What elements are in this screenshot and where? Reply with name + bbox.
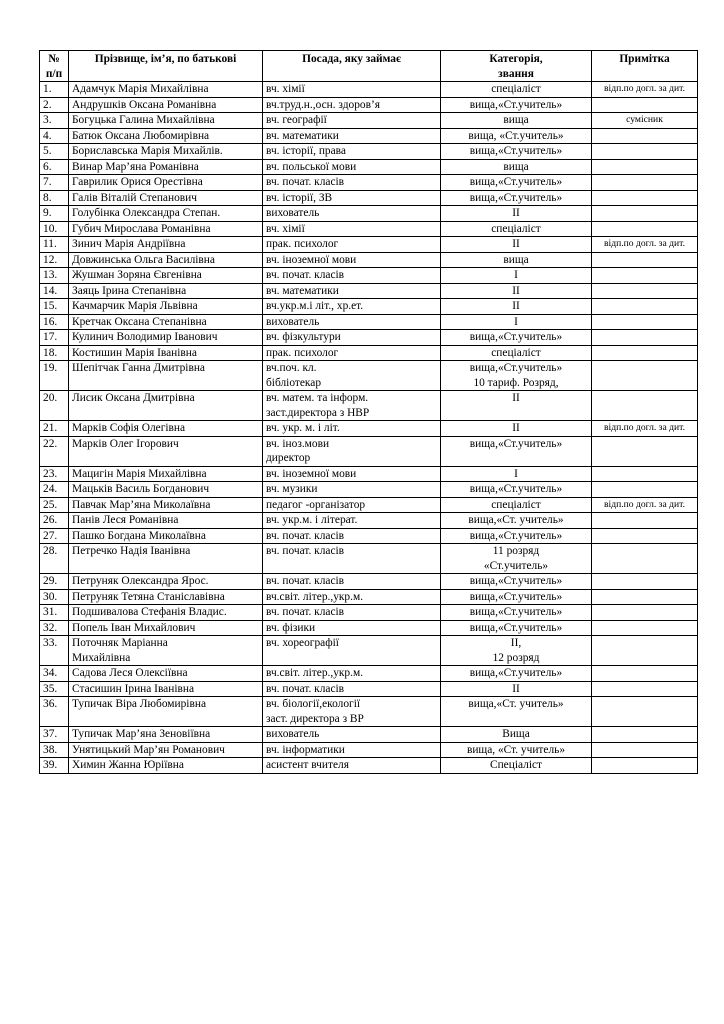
row-number: 10. <box>40 221 69 237</box>
table-row <box>40 742 698 758</box>
row-number: 11. <box>40 237 69 253</box>
table-row <box>40 237 698 253</box>
staff-position: вч. математики <box>263 283 441 299</box>
row-number: 17. <box>40 330 69 346</box>
row-number: 28. <box>40 544 69 574</box>
table-row <box>40 421 698 437</box>
row-number: 8. <box>40 190 69 206</box>
staff-note <box>592 268 698 284</box>
staff-category: вища,«Ст.учитель» <box>441 666 592 682</box>
row-number: 25. <box>40 497 69 513</box>
staff-category: вища,«Ст. учитель» <box>441 697 592 727</box>
staff-category: вища,«Ст.учитель» <box>441 605 592 621</box>
staff-note <box>592 727 698 743</box>
row-number: 26. <box>40 513 69 529</box>
staff-position: вч. інформатики <box>263 742 441 758</box>
row-number: 3. <box>40 113 69 129</box>
staff-category: спеціаліст <box>441 221 592 237</box>
staff-name: Попель Іван Михайлович <box>69 620 263 636</box>
staff-note <box>592 144 698 160</box>
staff-category: І <box>441 314 592 330</box>
row-number: 15. <box>40 299 69 315</box>
staff-note: відп.по догл. за дит. <box>592 497 698 513</box>
staff-position: вч. біології,екології заст. директора з ВР <box>263 697 441 727</box>
staff-note <box>592 466 698 482</box>
table-row <box>40 144 698 160</box>
staff-name: Петречко Надія Іванівна <box>69 544 263 574</box>
table-row <box>40 482 698 498</box>
staff-name: Стасишин Ірина Іванівна <box>69 681 263 697</box>
staff-note <box>592 97 698 113</box>
row-number: 23. <box>40 466 69 482</box>
staff-name: Качмарчик Марія Львівна <box>69 299 263 315</box>
staff-category: Вища <box>441 727 592 743</box>
staff-name: Пашко Богдана Миколаївна <box>69 528 263 544</box>
staff-name: Марків Софія Олегівна <box>69 421 263 437</box>
staff-position: вч.світ. літер.,укр.м. <box>263 666 441 682</box>
staff-name: Костишин Марія Іванівна <box>69 345 263 361</box>
staff-note <box>592 758 698 774</box>
staff-note <box>592 544 698 574</box>
table-row <box>40 574 698 590</box>
row-number: 16. <box>40 314 69 330</box>
staff-position: вч. почат. класів <box>263 175 441 191</box>
staff-category: вища,«Ст.учитель» <box>441 175 592 191</box>
staff-category: ІІ <box>441 681 592 697</box>
staff-position: вч. музики <box>263 482 441 498</box>
staff-name: Гаврилик Орися Орестівна <box>69 175 263 191</box>
table-row <box>40 666 698 682</box>
staff-name: Унятицький Мар’ян Романович <box>69 742 263 758</box>
table-row <box>40 252 698 268</box>
staff-name: Мацьків Василь Богданович <box>69 482 263 498</box>
table-row <box>40 466 698 482</box>
staff-position: вч. іноземної мови <box>263 252 441 268</box>
table-row <box>40 758 698 774</box>
staff-category: І <box>441 466 592 482</box>
staff-category: ІІ, 12 розряд <box>441 636 592 666</box>
staff-note: відп.по догл. за дит. <box>592 421 698 437</box>
row-number: 5. <box>40 144 69 160</box>
staff-position: вч. почат. класів <box>263 681 441 697</box>
row-number: 2. <box>40 97 69 113</box>
staff-category: спеціаліст <box>441 497 592 513</box>
table-row <box>40 330 698 346</box>
row-number: 21. <box>40 421 69 437</box>
staff-category: вища,«Ст.учитель» <box>441 528 592 544</box>
staff-category: вища,«Ст.учитель» <box>441 97 592 113</box>
table-row <box>40 727 698 743</box>
row-number: 13. <box>40 268 69 284</box>
staff-name: Довжинська Ольга Василівна <box>69 252 263 268</box>
staff-category: вища <box>441 159 592 175</box>
staff-position: вч. історії, ЗВ <box>263 190 441 206</box>
staff-position: вч. почат. класів <box>263 605 441 621</box>
staff-name: Бориславська Марія Михайлів. <box>69 144 263 160</box>
staff-category: вища,«Ст.учитель» <box>441 190 592 206</box>
staff-name: Тупичак Мар’яна Зеновіївна <box>69 727 263 743</box>
staff-name: Андрушків Оксана Романівна <box>69 97 263 113</box>
staff-note: сумісник <box>592 113 698 129</box>
staff-position: вч. фізкультури <box>263 330 441 346</box>
staff-name: Поточняк Маріанна Михайлівна <box>69 636 263 666</box>
staff-position: вч. польської мови <box>263 159 441 175</box>
staff-note <box>592 345 698 361</box>
staff-note <box>592 190 698 206</box>
staff-note <box>592 528 698 544</box>
staff-name: Адамчук Марія Михайлівна <box>69 82 263 98</box>
staff-note <box>592 299 698 315</box>
table-row <box>40 436 698 466</box>
staff-position: вч. укр.м. і літерат. <box>263 513 441 529</box>
table-row <box>40 497 698 513</box>
staff-name: Марків Олег Ігорович <box>69 436 263 466</box>
staff-note <box>592 314 698 330</box>
table-row <box>40 221 698 237</box>
staff-position: вч. географії <box>263 113 441 129</box>
table-row <box>40 283 698 299</box>
row-number: 7. <box>40 175 69 191</box>
staff-category: вища,«Ст.учитель» <box>441 589 592 605</box>
header-category: Категорія, звання <box>441 51 592 82</box>
staff-name: Винар Мар’яна Романівна <box>69 159 263 175</box>
row-number: 22. <box>40 436 69 466</box>
staff-category: вища,«Ст.учитель» <box>441 330 592 346</box>
staff-position: вихователь <box>263 727 441 743</box>
table-row <box>40 620 698 636</box>
table-row <box>40 175 698 191</box>
table-row <box>40 513 698 529</box>
staff-note <box>592 697 698 727</box>
staff-category: вища,«Ст.учитель» <box>441 436 592 466</box>
table-row <box>40 544 698 574</box>
staff-category: ІІ <box>441 237 592 253</box>
staff-note <box>592 159 698 175</box>
table-row <box>40 361 698 391</box>
staff-name: Галів Віталій Степанович <box>69 190 263 206</box>
staff-position: вч. історії, права <box>263 144 441 160</box>
row-number: 24. <box>40 482 69 498</box>
staff-category: Спеціаліст <box>441 758 592 774</box>
staff-position: прак. психолог <box>263 237 441 253</box>
row-number: 19. <box>40 361 69 391</box>
table-row <box>40 636 698 666</box>
staff-name: Панів Леся Романівна <box>69 513 263 529</box>
staff-category: вища <box>441 252 592 268</box>
table-row <box>40 681 698 697</box>
staff-note <box>592 620 698 636</box>
staff-position: вихователь <box>263 206 441 222</box>
staff-category: ІІ <box>441 206 592 222</box>
staff-name: Павчак Мар’яна Миколаївна <box>69 497 263 513</box>
staff-category: вища,«Ст.учитель» 10 тариф. Розряд, <box>441 361 592 391</box>
row-number: 4. <box>40 128 69 144</box>
staff-name: Петруняк Олександра Ярос. <box>69 574 263 590</box>
row-number: 37. <box>40 727 69 743</box>
staff-name: Петруняк Тетяна Станіславівна <box>69 589 263 605</box>
staff-name: Садова Леся Олексіївна <box>69 666 263 682</box>
staff-name: Тупичак Віра Любомирівна <box>69 697 263 727</box>
staff-note <box>592 391 698 421</box>
staff-position: вч. матем. та інформ. заст.директора з НВР <box>263 391 441 421</box>
row-number: 6. <box>40 159 69 175</box>
staff-position: педагог -організатор <box>263 497 441 513</box>
staff-position: вч. хімії <box>263 221 441 237</box>
staff-note <box>592 636 698 666</box>
row-number: 39. <box>40 758 69 774</box>
table-row <box>40 82 698 98</box>
table-row <box>40 391 698 421</box>
staff-note <box>592 482 698 498</box>
table-row <box>40 589 698 605</box>
staff-category: ІІ <box>441 391 592 421</box>
staff-note <box>592 605 698 621</box>
staff-name: Кретчак Оксана Степанівна <box>69 314 263 330</box>
staff-position: вч. укр. м. і літ. <box>263 421 441 437</box>
table-row <box>40 268 698 284</box>
staff-note <box>592 681 698 697</box>
staff-name: Мацигін Марія Михайлівна <box>69 466 263 482</box>
header-number: № п/п <box>40 51 69 82</box>
header-full-name: Прізвище, ім’я, по батькові <box>69 51 263 82</box>
table-row <box>40 190 698 206</box>
staff-note <box>592 175 698 191</box>
staff-table-body <box>40 82 698 774</box>
staff-table <box>39 50 698 774</box>
row-number: 12. <box>40 252 69 268</box>
staff-position: вч.укр.м.і літ., хр.ет. <box>263 299 441 315</box>
staff-position: асистент вчителя <box>263 758 441 774</box>
staff-name: Губич Мирослава Романівна <box>69 221 263 237</box>
staff-position: вч. почат. класів <box>263 528 441 544</box>
staff-category: вища, «Ст.учитель» <box>441 128 592 144</box>
table-row <box>40 345 698 361</box>
staff-note <box>592 742 698 758</box>
staff-note <box>592 436 698 466</box>
row-number: 9. <box>40 206 69 222</box>
staff-category: 11 розряд «Ст.учитель» <box>441 544 592 574</box>
staff-note <box>592 128 698 144</box>
staff-note <box>592 666 698 682</box>
staff-position: вихователь <box>263 314 441 330</box>
staff-name: Заяць Ірина Степанівна <box>69 283 263 299</box>
staff-note <box>592 206 698 222</box>
staff-category: ІІ <box>441 283 592 299</box>
staff-name: Подшивалова Стефанія Владис. <box>69 605 263 621</box>
staff-position: вч. іноземної мови <box>263 466 441 482</box>
staff-note <box>592 283 698 299</box>
row-number: 29. <box>40 574 69 590</box>
staff-category: вища,«Ст.учитель» <box>441 144 592 160</box>
staff-position: вч. почат. класів <box>263 544 441 574</box>
staff-name: Жушман Зоряна Євгенівна <box>69 268 263 284</box>
table-row <box>40 697 698 727</box>
table-row <box>40 206 698 222</box>
staff-name: Лисик Оксана Дмитрівна <box>69 391 263 421</box>
row-number: 32. <box>40 620 69 636</box>
header-position: Посада, яку займає <box>263 51 441 82</box>
staff-category: вища,«Ст.учитель» <box>441 620 592 636</box>
staff-position: вч. хімії <box>263 82 441 98</box>
row-number: 35. <box>40 681 69 697</box>
staff-position: прак. психолог <box>263 345 441 361</box>
staff-category: вища,«Ст.учитель» <box>441 482 592 498</box>
table-row <box>40 159 698 175</box>
staff-category: І <box>441 268 592 284</box>
staff-note <box>592 513 698 529</box>
staff-note <box>592 330 698 346</box>
table-row <box>40 314 698 330</box>
staff-category: ІІ <box>441 421 592 437</box>
staff-note: відп.по догл. за дит. <box>592 82 698 98</box>
staff-note <box>592 361 698 391</box>
row-number: 1. <box>40 82 69 98</box>
table-row <box>40 97 698 113</box>
row-number: 38. <box>40 742 69 758</box>
row-number: 31. <box>40 605 69 621</box>
staff-category: ІІ <box>441 299 592 315</box>
staff-position: вч. фізики <box>263 620 441 636</box>
staff-position: вч. почат. класів <box>263 574 441 590</box>
staff-category: вища,«Ст. учитель» <box>441 513 592 529</box>
staff-name: Кулинич Володимир Іванович <box>69 330 263 346</box>
header-note: Примітка <box>592 51 698 82</box>
row-number: 27. <box>40 528 69 544</box>
staff-name: Голубінка Олександра Степан. <box>69 206 263 222</box>
staff-name: Зинич Марія Андріївна <box>69 237 263 253</box>
staff-name: Шепітчак Ганна Дмитрівна <box>69 361 263 391</box>
staff-position: вч. математики <box>263 128 441 144</box>
staff-note <box>592 589 698 605</box>
staff-category: спеціаліст <box>441 345 592 361</box>
table-row <box>40 528 698 544</box>
staff-note <box>592 252 698 268</box>
row-number: 36. <box>40 697 69 727</box>
staff-position: вч. іноз.мови директор <box>263 436 441 466</box>
staff-note <box>592 574 698 590</box>
staff-category: вища <box>441 113 592 129</box>
staff-name: Химин Жанна Юріївна <box>69 758 263 774</box>
row-number: 20. <box>40 391 69 421</box>
staff-position: вч. хореографії <box>263 636 441 666</box>
row-number: 30. <box>40 589 69 605</box>
row-number: 18. <box>40 345 69 361</box>
staff-position: вч. почат. класів <box>263 268 441 284</box>
staff-name: Батюк Оксана Любомирівна <box>69 128 263 144</box>
staff-category: спеціаліст <box>441 82 592 98</box>
staff-position: вч.світ. літер.,укр.м. <box>263 589 441 605</box>
staff-position: вч.поч. кл. бібліотекар <box>263 361 441 391</box>
table-row <box>40 299 698 315</box>
table-row <box>40 113 698 129</box>
row-number: 34. <box>40 666 69 682</box>
staff-note <box>592 221 698 237</box>
table-row <box>40 605 698 621</box>
staff-category: вища, «Ст. учитель» <box>441 742 592 758</box>
table-row <box>40 128 698 144</box>
row-number: 33. <box>40 636 69 666</box>
staff-category: вища,«Ст.учитель» <box>441 574 592 590</box>
staff-note: відп.по догл. за дит. <box>592 237 698 253</box>
staff-name: Богуцька Галина Михайлівна <box>69 113 263 129</box>
row-number: 14. <box>40 283 69 299</box>
staff-position: вч.труд.н.,осн. здоров’я <box>263 97 441 113</box>
header-row <box>40 51 698 82</box>
